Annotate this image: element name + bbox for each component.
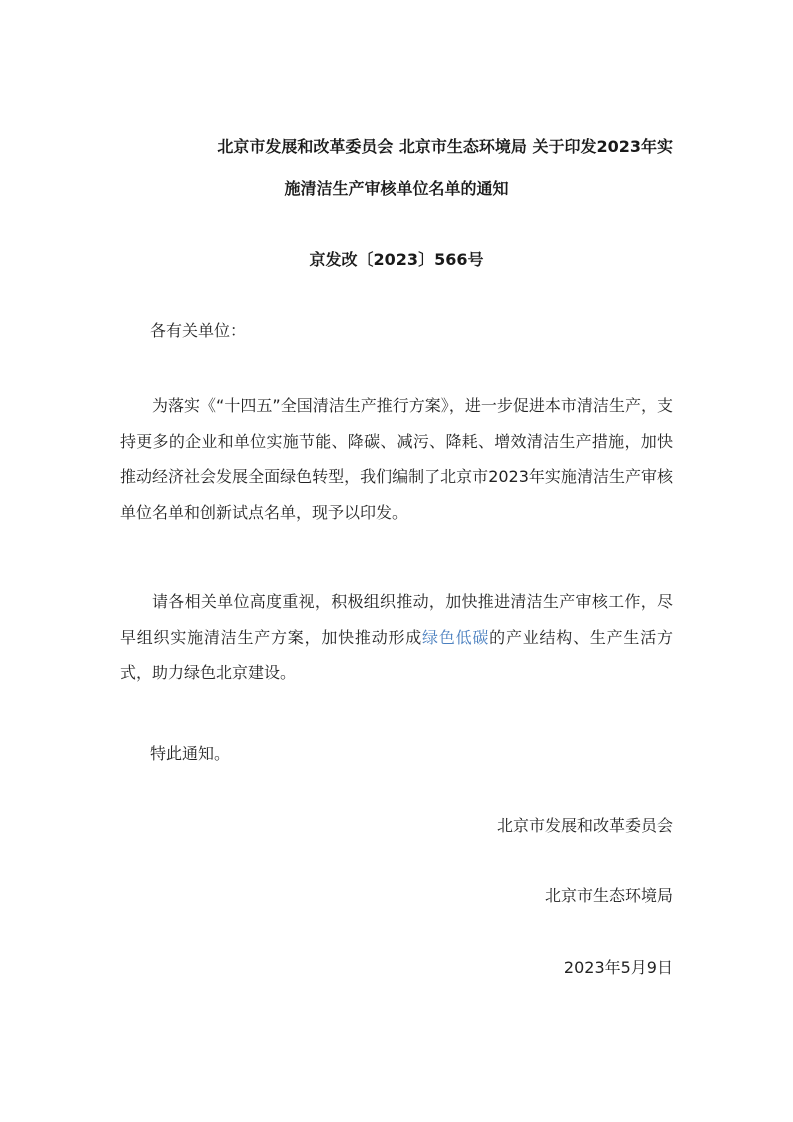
paragraph-2-text-after: 的产业结构、生产生活方式，助力绿色北京建设。 [120, 627, 673, 682]
signature-org-ecology: 北京市生态环境局 [544, 886, 673, 905]
document-title-line-1: 北京市发展和改革委员会 北京市生态环境局 关于印发2023年实 [217, 137, 673, 156]
signature-org-ndrc: 北京市发展和改革委员会 [496, 816, 673, 835]
green-low-carbon-link[interactable]: 绿色低碳 [422, 627, 490, 647]
body-paragraph-2 [120, 584, 673, 691]
salutation: 各有关单位： [150, 321, 247, 340]
paragraph-2-text-before: 请各相关单位高度重视，积极组织推动，加快推进清洁生产审核工作，尽早组织实施清洁生产方案，加快推动形成 [120, 592, 673, 647]
closing-notice: 特此通知。 [150, 744, 231, 763]
document-title-line-2: 施清洁生产审核单位名单的通知 [284, 179, 509, 198]
signature-date: 2023年5月9日 [563, 958, 673, 977]
body-paragraph-1: 为落实《“十四五”全国清洁生产推行方案》，进一步促进本市清洁生产，支持更多的企业和单位实施节能、降碳、减污、降耗、增效清洁生产措施，加快推动经济社会发展全面绿色转型，我们编制了北京市2023年实施清洁生产审核单位名单和创新试点名单，现予以印发。 [120, 396, 673, 522]
document-number: 京发改〔2023〕566号 [309, 250, 484, 269]
